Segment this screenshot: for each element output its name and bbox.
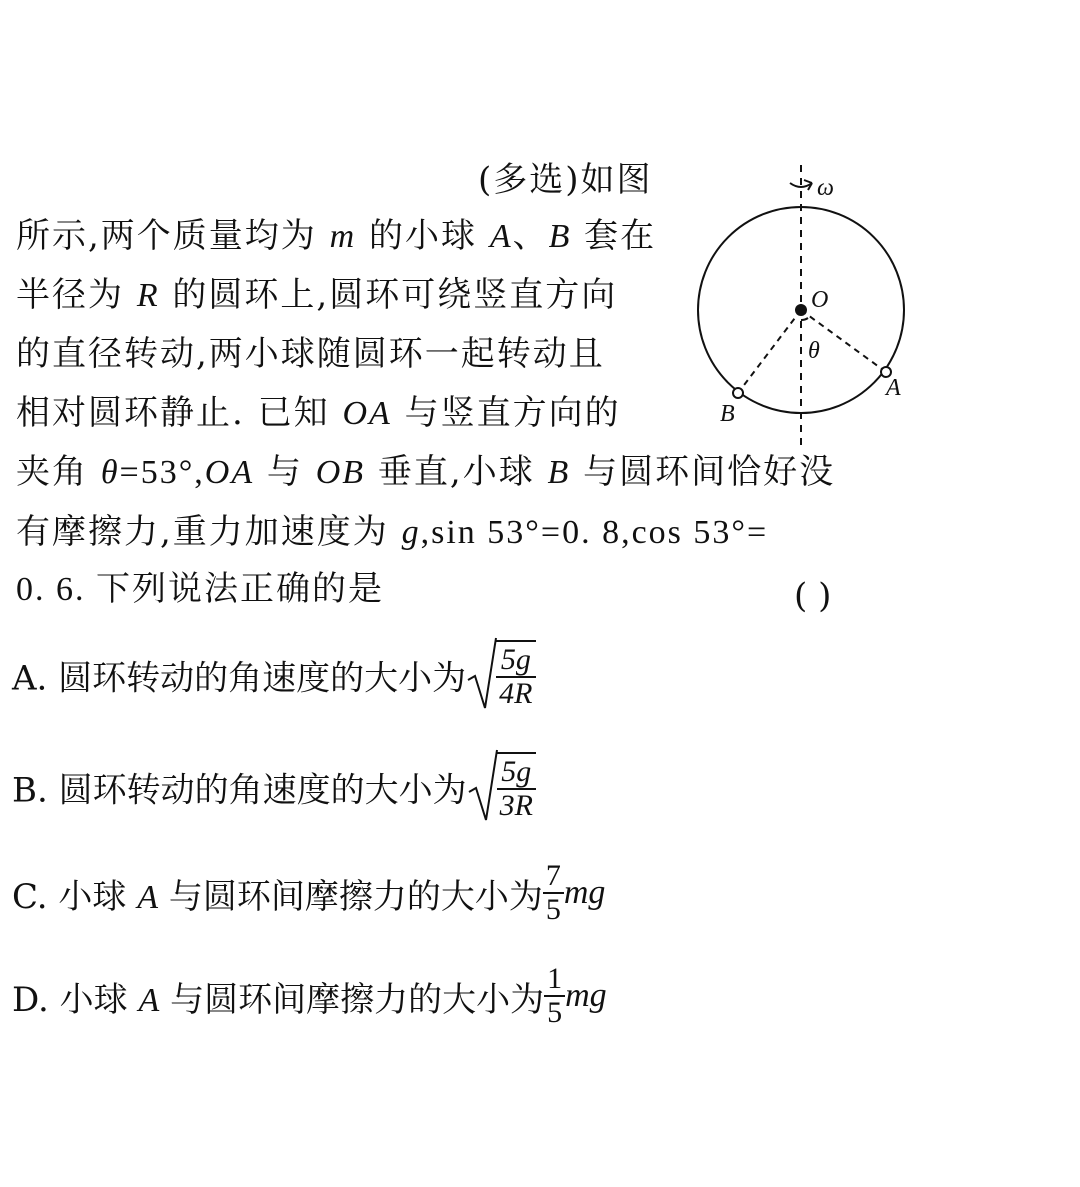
sqrt-sign xyxy=(467,752,536,822)
var-B: B xyxy=(547,454,571,491)
option-B[interactable] xyxy=(12,752,536,822)
question-line-7: 0. 6. 下列说法正确的是 xyxy=(16,571,384,608)
question-line-4 xyxy=(16,391,621,436)
text: 有摩擦力,重力加速度为 xyxy=(16,512,402,552)
option-C[interactable] xyxy=(12,860,605,926)
text: 套在 xyxy=(571,216,657,256)
text: =53°, xyxy=(119,454,205,491)
fraction: $\frac{5g}{4R}$ xyxy=(496,644,535,710)
question-line-5 xyxy=(16,450,835,495)
var-B: B xyxy=(548,218,572,255)
question-line-2 xyxy=(16,273,617,318)
option-B-text: B. 圆环转动的角速度的大小为 xyxy=(12,770,467,811)
option-D[interactable] xyxy=(12,963,607,1029)
omega-label: ω xyxy=(817,175,834,201)
text: 与圆环间恰好没 xyxy=(570,452,836,492)
mg: mg xyxy=(565,977,607,1014)
center-label-O: O xyxy=(811,287,829,313)
angle-arc xyxy=(801,318,808,320)
var-m: m xyxy=(329,218,357,255)
text: 与 xyxy=(254,452,316,492)
question-head: (多选)如图 xyxy=(478,160,653,200)
fraction: $\frac{7}{5}$ xyxy=(543,860,564,926)
option-A[interactable] xyxy=(12,640,536,710)
option-C-text: C. 小球 A 与圆环间摩擦力的大小为 xyxy=(12,876,543,917)
var-OA: OA xyxy=(204,454,255,491)
question-line-1 xyxy=(16,214,656,259)
option-D-text: D. 小球 A 与圆环间摩擦力的大小为 xyxy=(12,979,545,1020)
radius-OB xyxy=(738,310,801,393)
ball-B xyxy=(733,388,743,398)
option-A-text: A. 圆环转动的角速度的大小为 xyxy=(12,658,467,699)
text: 半径为 xyxy=(16,275,137,315)
var-R: R xyxy=(136,277,160,314)
ball-label-A: A xyxy=(886,375,901,401)
sqrt-sign xyxy=(466,640,535,710)
text: 的圆环上,圆环可绕竖直方向 xyxy=(159,275,618,315)
fraction: $\frac{5g}{3R}$ xyxy=(497,756,536,822)
angle-label-theta: θ xyxy=(808,338,820,364)
text: 、 xyxy=(512,216,549,256)
var-g: g xyxy=(401,514,421,551)
var-OB: OB xyxy=(315,454,366,491)
text: 相对圆环静止. 已知 xyxy=(16,393,343,433)
ring-figure xyxy=(690,165,920,455)
var-A: A xyxy=(489,218,513,255)
var-theta: θ xyxy=(100,454,120,491)
text: 的小球 xyxy=(356,216,490,256)
text: ,sin 53°=0. 8,cos 53°= xyxy=(420,514,769,551)
question-line-3: 的直径转动,两小球随圆环一起转动且 xyxy=(16,334,605,374)
answer-blank: ( ) xyxy=(794,576,832,616)
question-line-6 xyxy=(16,510,768,555)
text: 与竖直方向的 xyxy=(391,393,621,433)
text: 垂直,小球 xyxy=(365,452,548,492)
text: 所示,两个质量均为 xyxy=(16,216,330,256)
ball-label-B: B xyxy=(720,401,735,427)
var-OA: OA xyxy=(342,395,392,432)
mg: mg xyxy=(563,874,606,911)
fraction: $\frac{1}{5}$ xyxy=(544,963,565,1029)
text: 夹角 xyxy=(16,452,101,492)
